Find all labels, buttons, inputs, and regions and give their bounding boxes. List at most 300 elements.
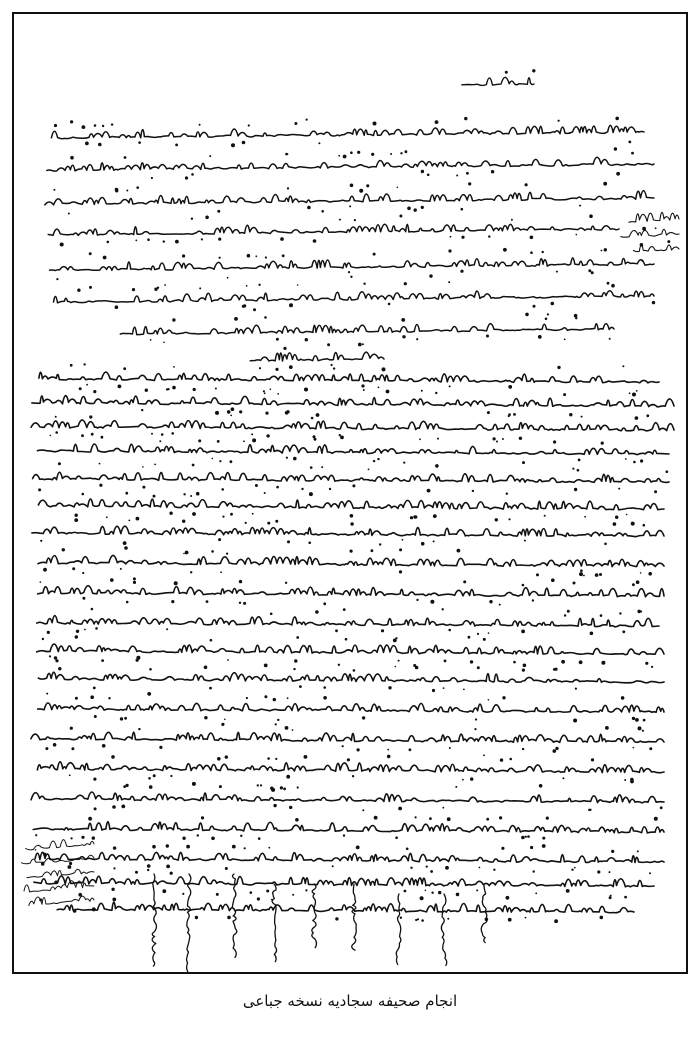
diacritic-dot	[651, 666, 653, 668]
diacritic-dot	[198, 439, 201, 442]
diacritic-dot	[219, 785, 222, 788]
diacritic-dot	[461, 208, 464, 211]
diacritic-dot	[500, 758, 503, 761]
diacritic-dot	[79, 387, 82, 390]
diacritic-dot	[399, 215, 402, 218]
diacritic-dot	[406, 848, 409, 851]
diacritic-dot	[282, 254, 285, 257]
diacritic-dot	[308, 542, 311, 545]
diacritic-dot	[591, 758, 594, 761]
diacritic-dot	[54, 656, 57, 659]
diacritic-dot	[433, 514, 437, 518]
diacritic-dot	[590, 632, 594, 636]
diacritic-dot	[294, 122, 297, 125]
diacritic-dot	[35, 834, 37, 836]
diacritic-dot	[349, 205, 351, 207]
diacritic-dot	[614, 147, 617, 150]
diacritic-dot	[508, 918, 512, 922]
diacritic-dot	[321, 210, 324, 213]
diacritic-dot	[495, 518, 498, 521]
diacritic-dot	[628, 141, 631, 144]
diacritic-dot	[609, 338, 611, 340]
diacritic-dot	[231, 407, 235, 411]
diacritic-dot	[264, 392, 266, 394]
diacritic-dot	[192, 782, 196, 786]
diacritic-dot	[227, 277, 229, 279]
diacritic-dot	[275, 723, 277, 725]
diacritic-dot	[45, 747, 48, 750]
diacritic-dot	[306, 119, 308, 121]
diacritic-dot	[69, 774, 71, 776]
diacritic-dot	[636, 390, 638, 392]
diacritic-dot	[633, 461, 636, 464]
diacritic-dot	[297, 786, 299, 788]
diacritic-dot	[533, 305, 536, 308]
diacritic-dot	[124, 717, 127, 720]
diacritic-dot	[183, 553, 185, 555]
diacritic-dot	[607, 282, 610, 285]
diacritic-dot	[101, 436, 104, 439]
diacritic-dot	[648, 572, 652, 576]
diacritic-dot	[399, 570, 402, 573]
diacritic-dot	[38, 488, 41, 491]
diacritic-dot	[42, 638, 44, 640]
diacritic-dot	[217, 757, 221, 761]
diacritic-dot	[603, 182, 607, 186]
diacritic-dot	[580, 569, 583, 572]
diacritic-dot	[395, 836, 398, 839]
diacritic-dot	[111, 888, 114, 891]
diacritic-dot	[649, 872, 651, 874]
diacritic-dot	[112, 898, 116, 902]
diacritic-dot	[457, 549, 461, 553]
diacritic-dot	[89, 252, 92, 255]
diacritic-dot	[293, 457, 297, 461]
diacritic-dot	[111, 123, 113, 125]
diacritic-dot	[135, 871, 138, 874]
diacritic-dot	[149, 785, 153, 789]
diacritic-dot	[477, 633, 479, 635]
diacritic-dot	[93, 687, 96, 690]
diacritic-dot	[242, 141, 246, 145]
handwriting-stroke	[31, 792, 664, 803]
diacritic-dot	[624, 779, 626, 781]
diacritic-dot	[142, 486, 145, 489]
diacritic-dot	[343, 155, 347, 159]
diacritic-dot	[81, 836, 84, 839]
diacritic-dot	[524, 540, 526, 542]
handwriting-stroke	[32, 396, 674, 407]
diacritic-dot	[167, 388, 169, 390]
diacritic-dot	[335, 917, 338, 920]
diacritic-dot	[626, 514, 628, 516]
diacritic-dot	[601, 250, 603, 252]
diacritic-dot	[266, 434, 269, 437]
diacritic-dot	[553, 440, 556, 443]
diacritic-dot	[455, 786, 457, 788]
diacritic-dot	[132, 288, 135, 291]
diacritic-dot	[251, 433, 253, 435]
diacritic-dot	[85, 142, 89, 146]
diacritic-dot	[642, 730, 644, 732]
handwriting-stroke	[621, 229, 679, 237]
diacritic-dot	[94, 124, 97, 127]
diacritic-dot	[147, 869, 149, 871]
diacritic-dot	[121, 805, 125, 809]
diacritic-dot	[289, 303, 293, 307]
diacritic-dot	[234, 317, 238, 321]
diacritic-dot	[192, 512, 196, 516]
diacritic-dot	[435, 120, 439, 124]
diacritic-dot	[387, 749, 389, 751]
diacritic-dot	[296, 636, 299, 639]
diacritic-dot	[399, 548, 402, 551]
diacritic-dot	[595, 573, 599, 577]
diacritic-dot	[588, 269, 591, 272]
diacritic-dot	[264, 492, 266, 494]
diacritic-dot	[145, 389, 148, 392]
diacritic-dot	[407, 207, 411, 211]
diacritic-dot	[542, 251, 544, 253]
diacritic-dot	[304, 388, 308, 392]
diacritic-dot	[46, 693, 48, 695]
diacritic-dot	[335, 629, 338, 632]
diacritic-dot	[362, 809, 364, 811]
diacritic-dot	[449, 385, 451, 387]
diacritic-dot	[136, 186, 139, 189]
diacritic-dot	[588, 809, 590, 811]
diacritic-dot	[431, 892, 433, 894]
diacritic-dot	[551, 302, 555, 306]
diacritic-dot	[113, 867, 115, 869]
diacritic-dot	[294, 659, 297, 662]
diacritic-dot	[381, 629, 384, 632]
diacritic-dot	[136, 659, 139, 662]
diacritic-dot	[287, 153, 289, 155]
diacritic-dot	[217, 440, 220, 443]
diacritic-dot	[447, 817, 451, 821]
diacritic-dot	[638, 726, 642, 730]
diacritic-dot	[539, 784, 543, 788]
handwriting-stroke	[629, 212, 679, 222]
diacritic-dot	[591, 271, 594, 274]
diacritic-dot	[172, 386, 176, 390]
diacritic-dot	[486, 335, 489, 338]
diacritic-dot	[413, 664, 416, 667]
diacritic-dot	[538, 335, 542, 339]
diacritic-dot	[199, 124, 201, 126]
diacritic-dot	[224, 719, 226, 721]
diacritic-dot	[546, 817, 549, 820]
diacritic-dot	[558, 120, 560, 122]
diacritic-dot	[246, 285, 248, 287]
diacritic-dot	[636, 580, 640, 584]
diacritic-dot	[327, 343, 330, 346]
diacritic-dot	[339, 434, 341, 436]
diacritic-dot	[373, 253, 376, 256]
diacritic-dot	[388, 686, 391, 689]
diacritic-dot	[563, 393, 566, 396]
diacritic-dot	[556, 271, 558, 273]
diacritic-dot	[138, 728, 140, 730]
diacritic-dot	[159, 746, 162, 749]
diacritic-dot	[415, 919, 417, 921]
diacritic-dot	[501, 847, 504, 850]
diacritic-dot	[522, 748, 524, 750]
diacritic-dot	[350, 514, 354, 518]
diacritic-dot	[513, 413, 516, 416]
diacritic-dot	[625, 458, 627, 460]
diacritic-dot	[632, 393, 636, 397]
diacritic-dot	[564, 339, 566, 341]
diacritic-dot	[532, 69, 535, 72]
diacritic-dot	[435, 464, 439, 468]
diacritic-dot	[506, 896, 510, 900]
diacritic-dot	[555, 747, 558, 750]
diacritic-dot	[395, 666, 397, 668]
diacritic-dot	[621, 696, 625, 700]
diacritic-dot	[387, 755, 391, 759]
diacritic-dot	[277, 719, 279, 721]
diacritic-dot	[169, 512, 172, 515]
diacritic-dot	[569, 413, 572, 416]
handwriting-stroke	[37, 615, 659, 626]
diacritic-dot	[93, 390, 96, 393]
diacritic-dot	[601, 442, 604, 445]
diacritic-dot	[215, 388, 217, 390]
diacritic-dot	[252, 513, 254, 515]
diacritic-dot	[654, 490, 657, 493]
diacritic-dot	[343, 608, 346, 611]
diacritic-dot	[266, 890, 269, 893]
diacritic-dot	[378, 387, 380, 389]
diacritic-dot	[350, 151, 353, 154]
diacritic-dot	[404, 282, 407, 285]
diacritic-dot	[489, 600, 492, 603]
signature-stroke	[352, 884, 357, 950]
diacritic-dot	[604, 248, 607, 251]
diacritic-dot	[258, 837, 261, 840]
diacritic-dot	[479, 867, 481, 869]
diacritic-dot	[222, 516, 224, 518]
diacritic-dot	[502, 696, 505, 699]
diacritic-dot	[273, 698, 276, 701]
diacritic-dot	[589, 214, 593, 218]
diacritic-dot	[366, 184, 369, 187]
diacritic-dot	[204, 716, 207, 719]
diacritic-dot	[390, 153, 392, 155]
diacritic-dot	[163, 240, 165, 242]
diacritic-dot	[265, 256, 267, 258]
diacritic-dot	[579, 660, 583, 664]
diacritic-dot	[632, 583, 635, 586]
diacritic-dot	[246, 697, 248, 699]
diacritic-dot	[421, 170, 424, 173]
diacritic-dot	[75, 514, 78, 517]
diacritic-dot	[405, 150, 408, 153]
diacritic-dot	[435, 392, 437, 394]
diacritic-dot	[133, 577, 136, 580]
diacritic-dot	[91, 608, 94, 611]
diacritic-dot	[429, 274, 432, 277]
diacritic-dot	[70, 120, 73, 123]
diacritic-dot	[115, 305, 119, 309]
diacritic-dot	[219, 460, 221, 462]
diacritic-dot	[421, 542, 425, 546]
diacritic-dot	[247, 254, 251, 258]
diacritic-dot	[468, 182, 471, 185]
diacritic-dot	[388, 303, 391, 306]
diacritic-dot	[95, 627, 98, 630]
diacritic-dot	[361, 384, 364, 387]
diacritic-dot	[420, 896, 424, 900]
diacritic-dot	[566, 889, 570, 893]
diacritic-dot	[275, 368, 278, 371]
diacritic-dot	[525, 313, 529, 317]
diacritic-dot	[175, 144, 178, 147]
diacritic-dot	[215, 411, 219, 415]
diacritic-dot	[493, 869, 495, 871]
diacritic-dot	[172, 318, 175, 321]
diacritic-dot	[373, 122, 377, 126]
diacritic-dot	[450, 236, 452, 238]
diacritic-dot	[286, 410, 289, 413]
diacritic-dot	[447, 918, 449, 920]
diacritic-dot	[398, 660, 400, 662]
diacritic-dot	[225, 755, 228, 758]
diacritic-dot	[240, 835, 242, 837]
diacritic-dot	[287, 697, 289, 699]
diacritic-dot	[77, 289, 80, 292]
diacritic-dot	[55, 416, 57, 418]
diacritic-dot	[421, 390, 423, 392]
diacritic-dot	[611, 284, 615, 288]
diacritic-dot	[219, 257, 221, 259]
diacritic-dot	[147, 238, 150, 241]
diacritic-dot	[508, 415, 510, 417]
diacritic-dot	[102, 125, 104, 127]
handwriting-stroke	[250, 352, 384, 361]
manuscript-handwriting	[14, 14, 686, 972]
diacritic-dot	[83, 363, 85, 365]
diacritic-dot	[373, 460, 375, 462]
diacritic-dot	[432, 689, 435, 692]
diacritic-dot	[62, 548, 65, 551]
diacritic-dot	[99, 463, 101, 465]
diacritic-dot	[562, 777, 564, 779]
diacritic-dot	[462, 779, 464, 781]
image-caption: انجام صحیفه سجادیه نسخه جباعی	[242, 992, 458, 1010]
diacritic-dot	[164, 284, 166, 286]
handwriting-stroke	[633, 245, 679, 252]
diacritic-dot	[81, 434, 84, 437]
handwriting-stroke	[54, 291, 655, 303]
diacritic-dot	[304, 755, 308, 759]
handwriting-stroke	[57, 902, 634, 913]
diacritic-dot	[227, 659, 229, 661]
diacritic-dot	[86, 384, 88, 386]
diacritic-dot	[93, 778, 96, 781]
diacritic-dot	[267, 522, 270, 525]
diacritic-dot	[123, 785, 126, 788]
diacritic-dot	[456, 175, 458, 177]
handwriting-stroke	[47, 157, 654, 171]
diacritic-dot	[624, 896, 627, 899]
handwriting-stroke	[462, 77, 534, 85]
diacritic-dot	[574, 488, 577, 491]
diacritic-dot	[258, 284, 260, 286]
diacritic-dot	[476, 889, 478, 891]
diacritic-dot	[260, 784, 262, 786]
diacritic-dot	[637, 850, 639, 852]
diacritic-dot	[362, 343, 364, 345]
diacritic-dot	[533, 870, 535, 872]
diacritic-dot	[599, 573, 602, 576]
diacritic-dot	[421, 206, 424, 209]
diacritic-dot	[622, 630, 625, 633]
diacritic-dot	[601, 661, 605, 665]
diacritic-dot	[151, 177, 153, 179]
diacritic-dot	[433, 540, 435, 542]
diacritic-dot	[561, 660, 565, 664]
diacritic-dot	[410, 867, 412, 869]
diacritic-dot	[374, 816, 378, 820]
diacritic-dot	[368, 469, 370, 471]
diacritic-dot	[503, 248, 507, 252]
diacritic-dot	[522, 584, 525, 587]
diacritic-dot	[332, 865, 334, 867]
diacritic-dot	[547, 313, 549, 315]
diacritic-dot	[488, 632, 490, 634]
diacritic-dot	[267, 757, 270, 760]
diacritic-dot	[579, 572, 583, 576]
diacritic-dot	[70, 727, 73, 730]
diacritic-dot	[574, 867, 576, 869]
diacritic-dot	[92, 836, 95, 839]
diacritic-dot	[68, 213, 70, 215]
diacritic-dot	[309, 492, 313, 496]
diacritic-dot	[400, 152, 402, 154]
diacritic-dot	[289, 806, 292, 809]
diacritic-dot	[655, 227, 657, 229]
diacritic-dot	[142, 466, 144, 468]
diacritic-dot	[275, 758, 277, 760]
diacritic-dot	[220, 571, 222, 573]
diacritic-dot	[115, 188, 119, 192]
diacritic-dot	[340, 436, 344, 440]
diacritic-dot	[362, 716, 365, 719]
diacritic-dot	[574, 314, 578, 318]
diacritic-dot	[496, 441, 498, 443]
diacritic-dot	[190, 495, 192, 497]
diacritic-dot	[153, 495, 156, 498]
diacritic-dot	[536, 573, 539, 576]
diacritic-dot	[356, 846, 360, 850]
diacritic-dot	[209, 687, 212, 690]
diacritic-dot	[350, 522, 353, 525]
diacritic-dot	[128, 520, 130, 522]
diacritic-dot	[151, 433, 153, 435]
diacritic-dot	[618, 488, 620, 490]
diacritic-dot	[182, 893, 184, 895]
diacritic-dot	[199, 287, 201, 289]
diacritic-dot	[338, 155, 340, 157]
handwriting-stroke	[32, 526, 664, 536]
diacritic-dot	[205, 216, 209, 220]
diacritic-dot	[609, 896, 612, 899]
diacritic-dot	[493, 437, 496, 440]
diacritic-dot	[350, 550, 353, 553]
